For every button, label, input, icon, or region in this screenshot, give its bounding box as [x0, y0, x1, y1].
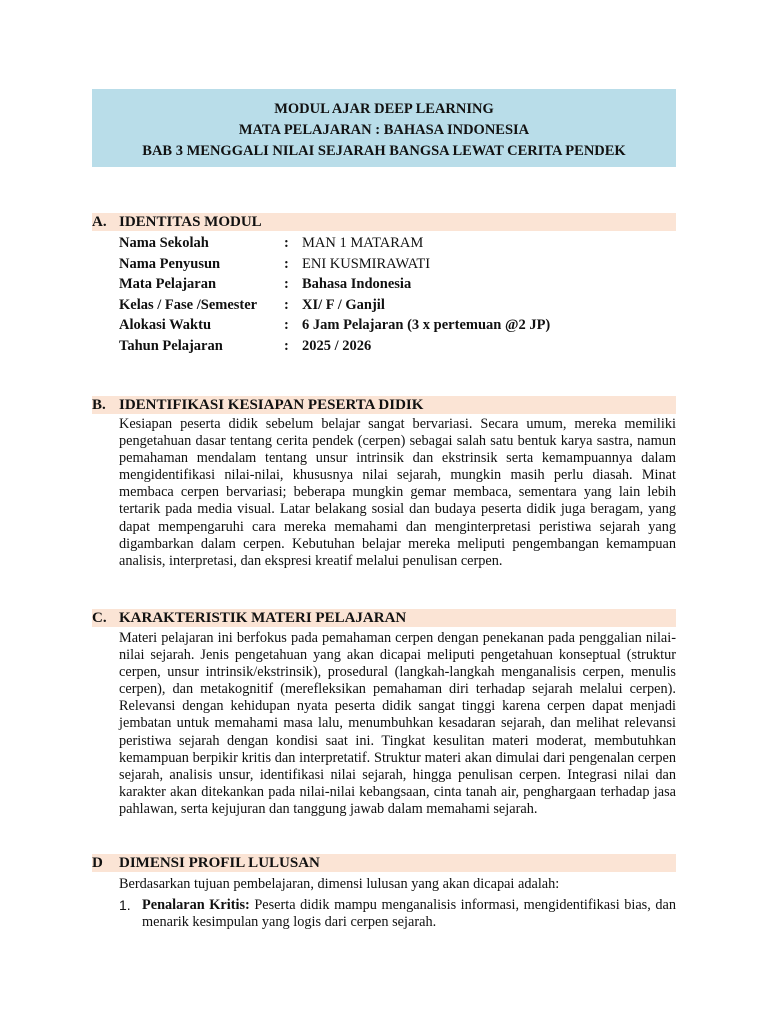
- identity-colon: :: [284, 255, 289, 272]
- list-description: Peserta didik mampu menganalisis informasi, mengidentifikasi bias, dan menarik kesimpulan yang logis dari cerpen sejarah.: [142, 897, 676, 931]
- subject-title: MATA PELAJARAN : BAHASA INDONESIA: [238, 122, 530, 138]
- section-a-heading: [92, 213, 676, 231]
- section-title: DIMENSI PROFIL LULUSAN: [119, 855, 320, 871]
- identity-colon: :: [284, 296, 289, 313]
- section-letter: D: [92, 855, 103, 871]
- identity-label: Mata Pelajaran: [119, 276, 217, 293]
- section-letter: B.: [92, 397, 106, 413]
- list-term: Penalaran Kritis:: [142, 897, 250, 913]
- identity-value: MAN 1 MATARAM: [302, 235, 424, 251]
- section-title: IDENTITAS MODUL: [119, 214, 262, 230]
- identity-value: 2025 / 2026: [302, 337, 372, 354]
- section-title: KARAKTERISTIK MATERI PELAJARAN: [119, 610, 407, 626]
- identity-colon: :: [284, 317, 289, 334]
- section-c-heading: [92, 609, 676, 627]
- identity-colon: :: [284, 235, 289, 251]
- list-number: 1.: [119, 897, 131, 913]
- identity-label: Nama Penyusun: [119, 255, 221, 272]
- identity-value: Bahasa Indonesia: [302, 276, 412, 293]
- section-letter: A.: [92, 214, 107, 230]
- module-title: MODUL AJAR DEEP LEARNING: [274, 101, 494, 117]
- identity-colon: :: [284, 337, 289, 354]
- chapter-title: BAB 3 MENGGALI NILAI SEJARAH BANGSA LEWAT CERITA PENDEK: [142, 143, 626, 159]
- identity-value: XI/ F / Ganjil: [302, 296, 385, 313]
- section-d-heading: [92, 854, 676, 872]
- identity-value: 6 Jam Pelajaran (3 x pertemuan @2 JP): [302, 317, 551, 334]
- identity-label: Kelas / Fase /Semester: [119, 296, 258, 313]
- identity-value: ENI KUSMIRAWATI: [302, 255, 431, 272]
- identity-label: Nama Sekolah: [119, 235, 209, 251]
- section-b-heading: [92, 396, 676, 414]
- readiness-paragraph: Kesiapan peserta didik sebelum belajar sangat bervariasi. Secara umum, mereka memiliki pengetahuan dasar tentang cerita pendek (cerpen) sebagai salah satu bentuk karya sastra, namun pemahaman mendalam tentang unsur intrinsik dan ekstrinsik serta kemampuannya dalam mengidentifikasi nilai-nilai, khususnya nilai sejarah, mungkin masih perlu diasah. Minat membaca cerpen bervariasi; beberapa mungkin gemar membaca, sementara yang lain lebih tertarik pada media visual. Latar belakang sosial dan budaya peserta didik juga beragam, yang dapat mempengaruhi cara mereka memahami dan menginterpretasi peristiwa sejarah yang digambarkan dalam cerpen. Kebutuhan belajar mereka meliputi pengembangan kemampuan analisis, interpretasi, dan ekspresi kreatif melalui penulisan cerpen.: [119, 416, 676, 569]
- identity-label: Alokasi Waktu: [119, 317, 212, 334]
- material-paragraph: Materi pelajaran ini berfokus pada pemahaman cerpen dengan penekanan pada penggalian nilai-nilai sejarah. Jenis pengetahuan yang akan dicapai meliputi pengetahuan konseptual (struktur cerpen, unsur intrinsik/ekstrinsik), prosedural (langkah-langkah menganalisis cerpen, menulis cerpen), dan metakognitif (merefleksikan pemahaman diri terhadap sejarah melalui cerpen). Relevansi dengan kehidupan nyata peserta didik sangat tinggi karena cerpen dapat menjadi jembatan untuk memahami masa lalu, menumbuhkan kesadaran sejarah, dan melihat relevansi peristiwa sejarah dengan kondisi saat ini. Tingkat kesulitan materi moderat, membutuhkan kemampuan berpikir kritis dan interpretatif. Struktur materi akan dimulai dari pengenalan cerpen sejarah, analisis unsur, identifikasi nilai sejarah, hingga penulisan cerpen. Integrasi nilai dan karakter akan ditekankan pada nilai-nilai kebangsaan, cinta tanah air, penghargaan terhadap jasa pahlawan, serta kejujuran dan tanggung jawab dalam memahami sejarah.: [119, 630, 676, 817]
- identity-colon: :: [284, 276, 289, 293]
- list-text: [142, 897, 676, 931]
- module-header: [92, 89, 676, 167]
- section-letter: C.: [92, 610, 107, 626]
- identity-label: Tahun Pelajaran: [119, 337, 223, 354]
- section-title: IDENTIFIKASI KESIAPAN PESERTA DIDIK: [119, 397, 424, 413]
- dimension-intro: Berdasarkan tujuan pembelajaran, dimensi lulusan yang akan dicapai adalah:: [119, 876, 560, 892]
